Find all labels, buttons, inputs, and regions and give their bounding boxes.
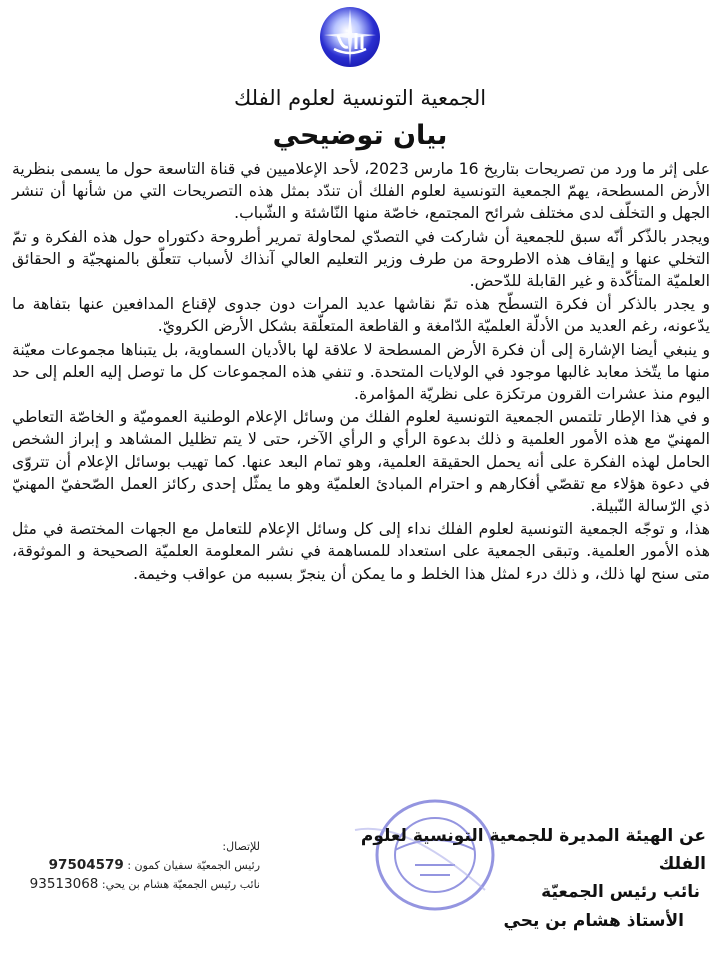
president-phone[interactable]: 97504579 xyxy=(48,857,124,873)
statement-body xyxy=(12,158,710,586)
contact-info xyxy=(10,838,260,894)
paragraph-1: على إثر ما ورد من تصريحات بتاريخ 16 مارس 2023، لأحد الإعلاميين في قناة التاسعة حول ما يسمى بنظرية الأرض المسطحة، يهمّ الجمعية التونسية لعلوم الفلك أن تندّد بمثل هذه التصريحات التي من شأنها أن تنشر الجهل و التخلّف لدى مختلف شرائح المجتمع، خاصّة منها النّاشئة و الشّباب. xyxy=(12,160,711,223)
association-logo-icon xyxy=(318,5,382,69)
president-label: رئيس الجمعيّة سفيان كمون : xyxy=(127,859,260,872)
signature-name: الأستاذ هشام بن يحي xyxy=(503,911,684,931)
vice-phone[interactable]: 93513068 xyxy=(29,876,99,892)
contact-president xyxy=(10,856,260,875)
document-title: بيان توضيحي xyxy=(272,120,448,151)
contact-label: للإتصال: xyxy=(222,840,260,853)
signature-role: نائب رئيس الجمعيّة xyxy=(541,882,700,902)
paragraph-3: و يجدر بالذكر أن فكرة التسطّح هذه تمّ نقاشها عديد المرات دون جدوى لإقناع المدافعين عنها بتفاهة ما يدّعونه، رغم العديد من الأدلّة العلميّة الدّامغة و القاطعة المتعلّقة بشكل الأرض الكرويّ. xyxy=(12,295,710,336)
organization-name: الجمعية التونسية لعلوم الفلك xyxy=(233,86,487,110)
paragraph-6: هذا، و توجّه الجمعية التونسية لعلوم الفلك نداء إلى كل وسائل الإعلام للتعامل مع الجهات المختصة في مثل هذه الأمور العلمية. وتبقى الجمعية على استعداد للمساهمة في نشر المعلومة العلميّة الصحيحة و الموثوقة، متى سنح لها ذلك، و ذلك درء لمثل هذا الخلط و ما يمكن أن ينجرّ بسببه من عواقب وخيمة. xyxy=(12,520,710,583)
signature-block xyxy=(326,822,706,936)
vice-label: نائب رئيس الجمعيّة هشام بن يحي: xyxy=(101,878,260,891)
signature-org-line: عن الهيئة المديرة للجمعية التونسية لعلوم الفلك xyxy=(360,826,706,874)
contact-vice-president xyxy=(10,875,260,894)
paragraph-4: و ينبغي أيضا الإشارة إلى أن فكرة الأرض المسطحة لا علاقة لها بالأديان السماوية، بل يتبناها مجموعات معيّنة منها ما يتّخذ معابد غالبها موجود في الولايات المتحدة. و تنفي هذه المجموعات كل ما توصل إليه العلم إلى حد اليوم منذ عشرات القرون مرتكزة على نظريّة المؤامرة. xyxy=(12,340,710,404)
paragraph-2: ويجدر بالذّكر أنّه سبق للجمعية أن شاركت في التصدّي لمحاولة تمرير أطروحة دكتوراه حول هذه الفكرة و تمّ التخلي عنها و إيقاف هذه الاطروحة من طرف وزير التعليم العالي آنذاك لأسباب تتعلّق بالمنهجيّة و الحقائق العلميّة المتأكّدة و غير القابلة للدّحض. xyxy=(12,227,710,291)
paragraph-5: و في هذا الإطار تلتمس الجمعية التونسية لعلوم الفلك من وسائل الإعلام الوطنية العموميّة و الخاصّة التعاطي المهنيّ مع هذه الأمور العلمية و ذلك بدعوة الرأي و الرأي الآخر، حتى لا يتم تظليل المشاهد و إبراز الشخص الحامل لهذه الفكرة على أنه يحمل الحقيقة العلمية، وهو تمام البعد عنها. كما تهيب بوسائل الإعلام أن تتروّى في دعوة هؤلاء مع تقصّي أفكارهم و احترام المبادئ العلميّة وهو ما يمثّل إحدى ركائز العمل الصّحفيّ المهنيّ ذي الرّسالة النّبيلة. xyxy=(12,408,710,516)
